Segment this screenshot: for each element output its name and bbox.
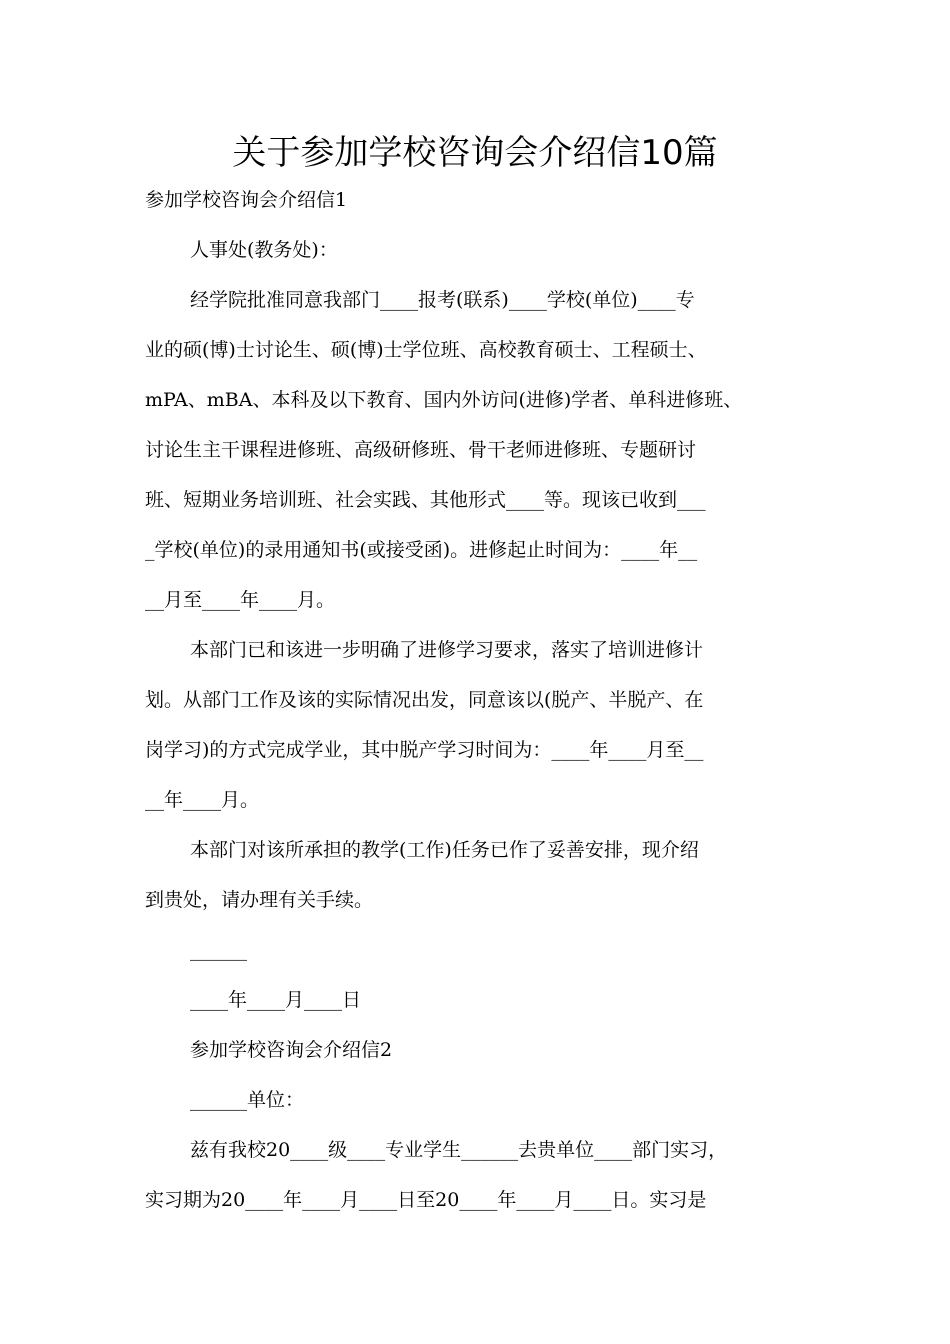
paragraph-1-line-4: 讨论生主干课程进修班、高级研修班、骨干老师进修班、专题研讨 bbox=[145, 439, 697, 461]
signature-blank: ______ bbox=[190, 939, 247, 961]
section-heading-1: 参加学校咨询会介绍信1 bbox=[145, 189, 348, 211]
paragraph-1-line-3: mPA、mBA、本科及以下教育、国内外访问(进修)学者、单科进修班、 bbox=[145, 389, 743, 411]
paragraph-3-line-1: 本部门对该所承担的教学(工作)任务已作了妥善安排，现介绍 bbox=[190, 839, 699, 861]
document-title: 关于参加学校咨询会介绍信10篇 bbox=[232, 133, 718, 173]
paragraph-1-line-5: 班、短期业务培训班、社会实践、其他形式____等。现该已收到___ bbox=[145, 489, 706, 511]
section-heading-2: 参加学校咨询会介绍信2 bbox=[190, 1039, 393, 1061]
paragraph-1-line-1: 经学院批准同意我部门____报考(联系)____学校(单位)____专 bbox=[190, 289, 695, 311]
paragraph-3-line-2: 到贵处，请办理有关手续。 bbox=[145, 889, 374, 911]
paragraph-1-line-6: _学校(单位)的录用通知书(或接受函)。进修起止时间为：____年__ bbox=[145, 539, 698, 561]
date-line: ____年____月____日 bbox=[190, 989, 362, 1011]
paragraph-4-line-2: 实习期为20____年____月____日至20____年____月____日。实习是 bbox=[145, 1189, 707, 1211]
paragraph-2-line-3: 岗学习)的方式完成学业，其中脱产学习时间为：____年____月至__ bbox=[145, 739, 704, 761]
recipient-line: ______单位： bbox=[190, 1089, 305, 1111]
paragraph-1-line-2: 业的硕(博)士讨论生、硕(博)士学位班、高校教育硕士、工程硕士、 bbox=[145, 339, 707, 361]
paragraph-1-line-7: __月至____年____月。 bbox=[145, 589, 336, 611]
paragraph-2-line-4: __年____月。 bbox=[145, 789, 260, 811]
salutation-line: 人事处(教务处)： bbox=[190, 239, 338, 261]
paragraph-2-line-2: 划。从部门工作及该的实际情况出发，同意该以(脱产、半脱产、在 bbox=[145, 689, 704, 711]
paragraph-2-line-1: 本部门已和该进一步明确了进修学习要求，落实了培训进修计 bbox=[190, 639, 704, 661]
paragraph-4-line-1: 兹有我校20____级____专业学生______去贵单位____部门实习， bbox=[190, 1139, 728, 1161]
